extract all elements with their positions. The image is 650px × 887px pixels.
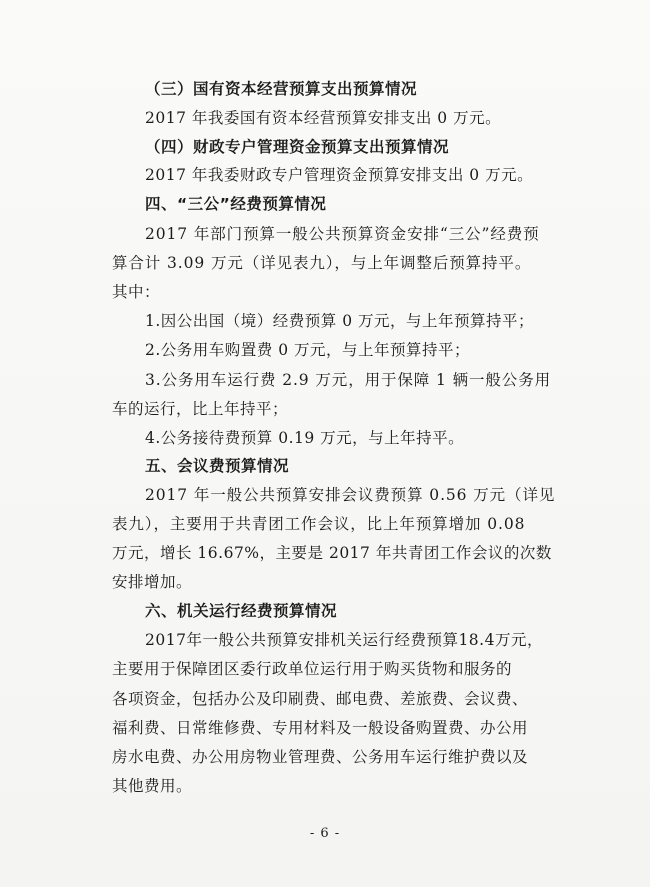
section3-heading: （三）国有资本经营预算支出预算情况 [145,80,418,98]
page-number: - 6 - [309,826,341,841]
meeting-line: 万元，增长 16.67%，主要是 2017 年共青团工作会议的次数 [112,544,552,562]
meeting-line: 表九），主要用于共青团工作会议，比上年预算增加 0.08 [112,515,526,533]
sangong-intro-line: 其中： [112,283,161,301]
meeting-heading: 五、会议费预算情况 [145,457,290,475]
operation-line: 2017年一般公共预算安排机关运行经费预算18.4万元， [145,631,543,649]
operation-line: 其他费用。 [112,777,193,795]
operation-line: 福利费、日常维修费、专用材料及一般设备购置费、办公用 [112,719,529,737]
operation-line: 房水电费、办公用房物业管理费、公务用车运行维护费以及 [112,748,529,766]
sangong-intro-line: 2017 年部门预算一般公共预算资金安排“三公”经费预 [145,225,540,243]
operation-heading: 六、机关运行经费预算情况 [145,602,338,620]
section4-heading: （四）财政专户管理资金预算支出预算情况 [145,138,450,156]
sangong-item: 车的运行，比上年持平； [112,400,289,418]
meeting-line: 安排增加。 [112,573,193,591]
sangong-intro-line: 算合计 3.09 万元（详见表九），与上年调整后预算持平。 [112,254,532,272]
section3-text: 2017 年我委国有资本经营预算安排支出 0 万元。 [145,109,502,127]
sangong-item: 4.公务接待费预算 0.19 万元，与上年持平。 [145,429,465,447]
sangong-item: 3.公务用车运行费 2.9 万元，用于保障 1 辆一般公务用 [145,371,552,389]
sangong-item: 2.公务用车购置费 0 万元，与上年预算持平； [145,341,471,359]
sangong-heading: 四、“三公”经费预算情况 [145,195,327,213]
operation-line: 各项资金，包括办公及印刷费、邮电费、差旅费、会议费、 [112,690,529,708]
operation-line: 主要用于保障团区委行政单位运行用于购买货物和服务的 [112,660,513,678]
section4-text: 2017 年我委财政专户管理资金预算安排支出 0 万元。 [145,166,534,184]
meeting-line: 2017 年一般公共预算安排会议费预算 0.56 万元（详见 [145,486,556,504]
sangong-item: 1.因公出国（境）经费预算 0 万元，与上年预算持平； [145,312,535,330]
